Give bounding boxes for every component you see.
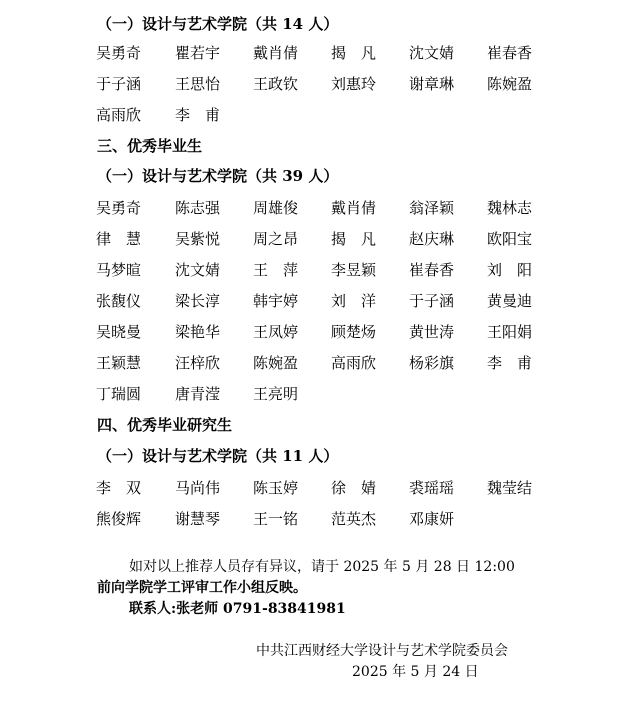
- name-cell: 谢慧琴: [175, 510, 221, 528]
- name-cell: 黄世涛: [409, 323, 455, 341]
- name-cell: 裘瑶瑶: [409, 479, 455, 497]
- section-heading-4: 四、优秀毕业研究生: [97, 416, 233, 434]
- name-cell: 王亮明: [253, 385, 299, 403]
- name-cell: 于子涵: [409, 292, 455, 310]
- name-cell: 邓康妍: [409, 510, 455, 528]
- subsection-title-1: （一）设计与艺术学院（共 14 人）: [97, 15, 339, 33]
- name-cell: 范英杰: [331, 510, 377, 528]
- contact-info: 联系人:张老师 0791-83841981: [129, 601, 346, 617]
- name-cell: 高雨欣: [331, 354, 377, 372]
- name-cell: 瞿若宇: [175, 44, 221, 62]
- name-cell: 吴紫悦: [175, 230, 221, 248]
- name-cell: 王一铭: [253, 510, 299, 528]
- name-cell: 梁长淳: [175, 292, 221, 310]
- objection-notice-line: 如对以上推荐人员存有异议，请于 2025 年 5 月 28 日 12:00: [129, 559, 515, 575]
- name-cell: 熊俊辉: [96, 510, 142, 528]
- name-cell: 徐 婧: [331, 479, 377, 497]
- name-cell: 陈志强: [175, 199, 221, 217]
- name-cell: 欧阳宝: [487, 230, 533, 248]
- name-cell: 陈玉婷: [253, 479, 299, 497]
- name-cell: 吴晓曼: [96, 323, 142, 341]
- signing-date: 2025 年 5 月 24 日: [352, 664, 479, 680]
- name-cell: 马尚伟: [175, 479, 221, 497]
- name-cell: 沈文婧: [409, 44, 455, 62]
- section-heading-3: 三、优秀毕业生: [97, 137, 203, 155]
- name-cell: 翁泽颖: [409, 199, 455, 217]
- name-cell: 丁瑞圆: [96, 385, 142, 403]
- name-cell: 戴肖倩: [331, 199, 377, 217]
- name-cell: 揭 凡: [331, 44, 377, 62]
- name-cell: 王阳娟: [487, 323, 533, 341]
- name-cell: 周之昂: [253, 230, 299, 248]
- name-cell: 高雨欣: [96, 106, 142, 124]
- name-cell: 王政钦: [253, 75, 299, 93]
- name-cell: 魏林志: [487, 199, 533, 217]
- signing-organization: 中共江西财经大学设计与艺术学院委员会: [256, 643, 508, 659]
- name-cell: 刘 阳: [487, 261, 533, 279]
- name-cell: 揭 凡: [331, 230, 377, 248]
- name-cell: 律 慧: [96, 230, 142, 248]
- name-cell: 谢章琳: [409, 75, 455, 93]
- name-cell: 陈婉盈: [487, 75, 533, 93]
- name-cell: 唐青滢: [175, 385, 221, 403]
- name-cell: 王凤婷: [253, 323, 299, 341]
- name-cell: 陈婉盈: [253, 354, 299, 372]
- name-cell: 魏莹结: [487, 479, 533, 497]
- name-cell: 刘 洋: [331, 292, 377, 310]
- name-cell: 沈文婧: [175, 261, 221, 279]
- name-cell: 梁艳华: [175, 323, 221, 341]
- name-cell: 于子涵: [96, 75, 142, 93]
- name-cell: 吴勇奇: [96, 44, 142, 62]
- name-cell: 张馥仪: [96, 292, 142, 310]
- subsection-title-2: （一）设计与艺术学院（共 39 人）: [97, 167, 339, 185]
- name-cell: 刘惠玲: [331, 75, 377, 93]
- name-cell: 韩宇婷: [253, 292, 299, 310]
- name-cell: 黄曼迪: [487, 292, 533, 310]
- name-cell: 王颖慧: [96, 354, 142, 372]
- name-cell: 崔春香: [409, 261, 455, 279]
- name-cell: 王思怡: [175, 75, 221, 93]
- name-cell: 李 甫: [487, 354, 533, 372]
- name-cell: 马梦暄: [96, 261, 142, 279]
- name-cell: 周雄俊: [253, 199, 299, 217]
- name-cell: 王 萍: [253, 261, 299, 279]
- name-cell: 顾楚炀: [331, 323, 377, 341]
- name-cell: 汪梓欣: [175, 354, 221, 372]
- name-cell: 吴勇奇: [96, 199, 142, 217]
- subsection-title-3: （一）设计与艺术学院（共 11 人）: [97, 447, 339, 465]
- objection-notice-line: 前向学院学工评审工作小组反映。: [97, 580, 307, 596]
- name-cell: 李昱颖: [331, 261, 377, 279]
- name-cell: 赵庆琳: [409, 230, 455, 248]
- name-cell: 杨彩旗: [409, 354, 455, 372]
- name-cell: 李 双: [96, 479, 142, 497]
- name-cell: 崔春香: [487, 44, 533, 62]
- name-cell: 李 甫: [175, 106, 221, 124]
- name-cell: 戴肖倩: [253, 44, 299, 62]
